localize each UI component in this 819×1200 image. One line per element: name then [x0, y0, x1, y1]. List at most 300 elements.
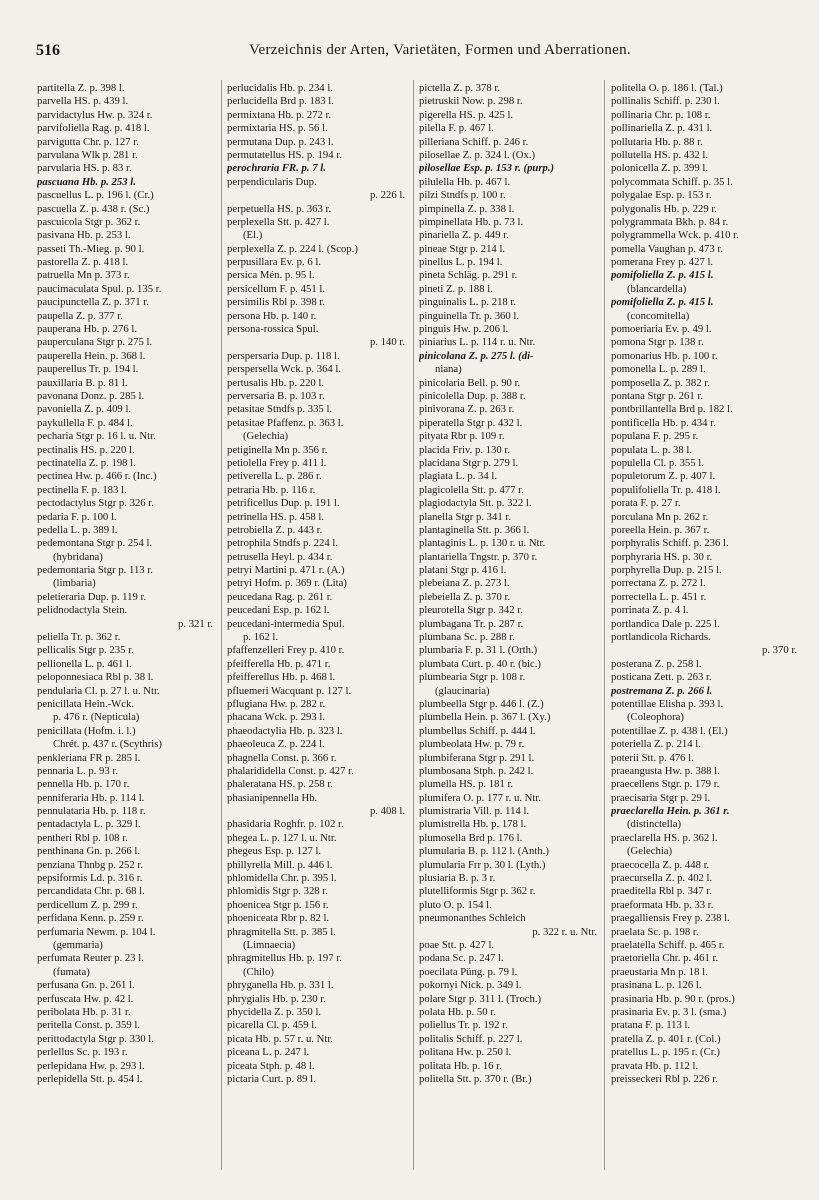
index-entry: pomerana Frey p. 427 l. — [611, 256, 714, 269]
index-entry: persimilis Rbl p. 398 r. — [227, 296, 325, 309]
index-entry: pfeifferellus Hb. p. 468 l. — [227, 671, 336, 684]
index-entry: pilleriana Schiff. p. 246 r. — [419, 135, 529, 148]
index-entry: petasitae Stndfs p. 335 l. — [227, 403, 333, 416]
index-entry: populella Cl. p. 355 l. — [611, 456, 704, 469]
index-entry: phegeus Esp. p. 127 l. — [227, 845, 322, 858]
index-entry: pilosellae Z. p. 324 l. (Ox.) — [419, 148, 536, 161]
index-entry: persica Mén. p. 95 l. — [227, 269, 315, 282]
index-entry: poecilata Püng. p. 79 l. — [419, 965, 518, 978]
index-entry: plantaginis L. p. 130 r. u. Ntr. — [419, 537, 546, 550]
index-entry: phegea L. p. 127 l. u. Ntr. — [227, 831, 337, 844]
index-entry: perfuscata Hw. p. 42 l. — [37, 992, 134, 1005]
index-entry: pedemontaria Stgr p. 113 r. — [37, 564, 153, 577]
index-entry: placida Friv. p. 130 r. — [419, 443, 511, 456]
index-entry: pinicolella Dup. p. 388 r. — [419, 389, 526, 402]
index-entry: perpendicularis Dup. — [227, 175, 317, 188]
index-entry: porphyrella Dup. p. 215 l. — [611, 564, 722, 577]
index-entry: phlomidis Stgr p. 328 r. — [227, 885, 328, 898]
index-entry: picata Hb. p. 57 r. u. Ntr. — [227, 1032, 333, 1045]
index-entry: picarella Cl. p. 459 l. — [227, 1019, 317, 1032]
index-entry: p. 408 l. — [369, 805, 405, 818]
index-entry: pertusalis Hb. p. 220 l. — [227, 376, 325, 389]
index-entry: pimpinella Z. p. 338 l. — [419, 202, 515, 215]
index-entry: pollinariella Z. p. 431 l. — [611, 122, 713, 135]
index-entry: plagiodactyla Stt. p. 322 l. — [419, 497, 532, 510]
index-entry: phycidella Z. p. 350 l. — [227, 1005, 322, 1018]
index-entry: pauperella Hein. p. 368 l. — [37, 349, 146, 362]
index-entry: penicillata (Hofm. i. l.) — [37, 724, 136, 737]
index-entry: penziana Thnbg p. 252 r. — [37, 858, 144, 871]
index-entry: potentillae Elisha p. 393 l. — [611, 697, 724, 710]
index-entry: phlomidella Chr. p. 395 l. — [227, 872, 337, 885]
index-entry: phrygialis Hb. p. 230 r. — [227, 992, 326, 1005]
index-entry: plusiaria B. p. 3 r. — [419, 872, 496, 885]
index-entry: pietruskii Now. p. 298 r. — [419, 95, 523, 108]
index-entry: postremana Z. p. 266 l. — [611, 684, 713, 697]
index-entry: praeclarella Hein. p. 361 r. — [611, 805, 730, 818]
column-divider — [413, 80, 414, 1170]
index-entry: pontificella Hb. p. 434 r. — [611, 416, 716, 429]
index-entry: pictaria Curt. p. 89 l. — [227, 1072, 316, 1085]
index-entry: pictella Z. p. 378 r. — [419, 82, 501, 94]
index-entry: praeangusta Hw. p. 388 l. — [611, 764, 720, 777]
index-entry: plumbagana Tr. p. 287 r. — [419, 617, 524, 630]
index-entry: praeformata Hb. p. 33 r. — [611, 898, 714, 911]
index-entry: phaeoleuca Z. p. 224 l. — [227, 738, 325, 751]
index-entry: plumbellus Schiff. p. 444 l. — [419, 724, 536, 737]
index-entry: polare Stgr p. 311 l. (Troch.) — [419, 992, 542, 1005]
index-entry: p. 476 r. (Nepticula) — [53, 711, 140, 724]
index-entry: pontbrillantella Brd p. 182 l. — [611, 403, 733, 416]
index-entry: pomifoliella Z. p. 415 l. — [611, 296, 714, 309]
index-entry: perfidana Kenn. p. 259 r. — [37, 912, 144, 925]
index-entry: phoeniceata Rbr p. 82 l. — [227, 912, 330, 925]
index-entry: piniarius L. p. 114 r. u. Ntr. — [419, 336, 536, 349]
index-entry: Chrét. p. 437 r. (Scythris) — [53, 738, 162, 751]
page-header — [0, 42, 819, 66]
index-entry: perversaria B. p. 103 r. — [227, 389, 325, 402]
index-entry: penthinana Gn. p. 266 l. — [37, 845, 140, 858]
index-entry: plagiata L. p. 34 l. — [419, 470, 498, 483]
index-entry: pentadactyla L. p. 329 l. — [37, 818, 141, 831]
index-entry: pineae Stgr p. 214 l. — [419, 242, 506, 255]
index-entry: peucedana Rag. p. 261 r. — [227, 590, 333, 603]
index-entry: pellionella L. p. 461 l. — [37, 657, 132, 670]
index-entry: perochraria FR. p. 7 l. — [227, 162, 326, 175]
index-entry: pomoeriaria Ev. p. 49 l. — [611, 323, 712, 336]
index-entry: pratella Z. p. 401 r. (Col.) — [611, 1032, 721, 1045]
index-entry: plumbaria F. p. 31 l. (Orth.) — [419, 644, 538, 657]
index-entry: pigerella HS. p. 425 l. — [419, 108, 514, 121]
index-entry: prasinana L. p. 126 l. — [611, 979, 702, 992]
index-entry: poteriella Z. p. 214 l. — [611, 738, 701, 751]
index-entry: pluto O. p. 154 l. — [419, 898, 492, 911]
index-entry: politella Stt. p. 370 r. (Br.) — [419, 1072, 532, 1085]
index-entry: permixtana Hb. p. 272 r. — [227, 108, 332, 121]
index-entry: poterii Stt. p. 476 l. — [611, 751, 694, 764]
index-entry: pravata Hb. p. 112 l. — [611, 1059, 699, 1072]
index-entry: perlepidella Stt. p. 454 l. — [37, 1072, 143, 1085]
index-entry: permutana Dup. p. 243 l. — [227, 135, 334, 148]
index-entry: plumularia Frr p. 30 l. (Lyth.) — [419, 858, 546, 871]
index-entry: polata Hb. p. 50 r. — [419, 1005, 496, 1018]
index-entry: poliellus Tr. p. 192 r. — [419, 1019, 508, 1032]
index-entry: parvulana Wlk p. 281 r. — [37, 148, 138, 161]
index-entry: perspersella Wck. p. 364 l. — [227, 363, 342, 376]
index-entry: praeclarella HS. p. 362 l. — [611, 831, 718, 844]
index-entry: praelata Sc. p. 198 r. — [611, 925, 699, 938]
index-column-1 — [37, 82, 217, 1086]
index-entry: petiverella L. p. 286 r. — [227, 470, 322, 483]
index-entry: poreella Hein. p. 367 r. — [611, 523, 710, 536]
index-entry: plumistrella Hb. p. 178 l. — [419, 818, 527, 831]
index-entry: plantariella Tngstr. p. 370 r. — [419, 550, 538, 563]
index-entry: porrectella L. p. 451 r. — [611, 590, 707, 603]
index-column-3 — [419, 82, 601, 1086]
index-entry: (Limnaecia) — [243, 939, 296, 951]
index-entry: portlandicola Richards. — [611, 631, 711, 644]
index-entry: pellicalis Stgr p. 235 r. — [37, 644, 134, 657]
index-entry: praecisaria Stgr p. 29 l. — [611, 791, 711, 804]
index-entry: posterana Z. p. 258 l. — [611, 657, 702, 670]
index-entry: plumbella Hein. p. 367 l. (Xy.) — [419, 711, 551, 724]
index-entry: pilulella Hb. p. 467 l. — [419, 175, 511, 188]
index-entry: praelatella Schiff. p. 465 r. — [611, 939, 725, 951]
index-entry: plumbearia Stgr p. 108 r. — [419, 671, 526, 684]
index-entry: (Gelechia) — [243, 430, 289, 443]
index-entry: pennaria L. p. 93 r. — [37, 764, 119, 777]
index-entry: plumbeolata Hw. p. 79 r. — [419, 738, 525, 751]
index-entry: peucedani Esp. p. 162 l. — [227, 604, 330, 617]
index-entry: pokornyi Nick. p. 349 l. — [419, 979, 522, 992]
index-entry: plebeiana Z. p. 273 l. — [419, 577, 510, 590]
index-entry: perplexella Z. p. 224 l. (Scop.) — [227, 242, 358, 255]
index-entry: pelidnodactyla Stein. — [37, 604, 128, 617]
index-entry: plebeiella Z. p. 370 r. — [419, 590, 511, 603]
index-entry: (Gelechia) — [627, 845, 673, 858]
index-entry: porculana Mn p. 262 r. — [611, 510, 709, 523]
index-entry: pinicolaria Bell. p. 90 r. — [419, 376, 521, 389]
index-entry: politana Hw. p. 250 l. — [419, 1046, 512, 1059]
index-entry: praeditella Rbl p. 347 r. — [611, 885, 712, 898]
index-entry: piceata Stph. p. 48 l. — [227, 1059, 315, 1072]
index-entry: pineti Z. p. 188 l. — [419, 282, 493, 295]
index-entry: praegalliensis Frey p. 238 l. — [611, 912, 730, 925]
index-entry: pfaffenzelleri Frey p. 410 r. — [227, 644, 345, 657]
index-entry: plumbosana Stph. p. 242 l. — [419, 764, 534, 777]
index-entry: pilosellae Esp. p. 153 r. (purp.) — [419, 162, 555, 175]
index-entry: praeustaria Mn p. 18 l. — [611, 965, 708, 978]
index-entry: phryganella Hb. p. 331 l. — [227, 979, 334, 992]
index-entry: pennulataria Hb. p. 118 r. — [37, 805, 146, 818]
index-entry: pascuicola Stgr p. 362 r. — [37, 215, 141, 228]
index-entry: perfumata Reuter p. 23 l. — [37, 952, 144, 965]
index-entry: permutatellus HS. p. 194 r. — [227, 148, 342, 161]
index-entry: piceana L. p. 247 l. — [227, 1046, 310, 1059]
index-entry: pilzi Stndfs p. 100 r. — [419, 189, 506, 202]
index-entry: pinicolana Z. p. 275 l. (di- — [419, 349, 534, 362]
index-entry: pectodactylus Stgr p. 326 r. — [37, 497, 154, 510]
index-entry: pennella Hb. p. 170 r. — [37, 778, 130, 791]
index-entry: plumbata Curt. p. 40 r. (bic.) — [419, 657, 541, 670]
index-entry: parvifoliella Rag. p. 418 l. — [37, 122, 150, 135]
index-entry: phragmitellus Hb. p. 197 r. — [227, 952, 342, 965]
index-entry: (Coleophora) — [627, 711, 684, 724]
index-entry: (concomitella) — [627, 309, 690, 322]
index-entry: polygalae Esp. p. 153 r. — [611, 189, 712, 202]
index-entry: pascuellus L. p. 196 l. (Cr.) — [37, 189, 154, 202]
index-entry: (blancardella) — [627, 282, 687, 295]
index-entry: pavoniella Z. p. 409 l. — [37, 403, 132, 416]
index-entry: plumbiferana Stgr p. 291 l. — [419, 751, 535, 764]
index-entry: pratellus L. p. 195 r. (Cr.) — [611, 1046, 720, 1059]
index-entry: niana) — [435, 363, 462, 376]
index-entry: platani Stgr p. 416 l. — [419, 564, 507, 577]
index-entry: pedaria F. p. 100 l. — [37, 510, 117, 523]
index-entry: pinguinella Tr. p. 360 l. — [419, 309, 520, 322]
index-entry: plumella HS. p. 181 r. — [419, 778, 514, 791]
index-entry: pectinatella Z. p. 198 l. — [37, 456, 136, 469]
index-entry: petraria Hb. p. 116 r. — [227, 483, 316, 496]
index-entry: placidana Stgr p. 279 l. — [419, 456, 519, 469]
index-entry: petiolella Frey p. 411 l. — [227, 456, 327, 469]
index-entry: prasinaria Ev. p. 3 l. (sma.) — [611, 1005, 727, 1018]
index-entry: penniferaria Hb. p. 114 l. — [37, 791, 145, 804]
index-entry: pepsiformis Ld. p. 316 r. — [37, 872, 143, 885]
index-entry: paykullella F. p. 484 l. — [37, 416, 133, 429]
index-entry: pinariella Z. p. 449 r. — [419, 229, 509, 242]
index-entry: polygonalis Hb. p. 229 r. — [611, 202, 717, 215]
index-entry: phaeodactylia Hb. p. 323 l. — [227, 724, 343, 737]
index-entry: permixtaria HS. p. 56 l. — [227, 122, 328, 135]
index-entry: plutelliformis Stgr p. 362 r. — [419, 885, 536, 898]
running-title: Verzeichnis der Arten, Varietäten, Formen und Aberrationen. — [249, 42, 631, 58]
column-divider — [221, 80, 222, 1170]
index-entry: peucedani-intermedia Spul. — [227, 617, 345, 630]
index-entry: peliella Tr. p. 362 r. — [37, 631, 121, 644]
index-entry: persicellum F. p. 451 l. — [227, 282, 325, 295]
index-entry: pomella Vaughan p. 473 r. — [611, 242, 724, 255]
index-entry: parvularia HS. p. 83 r. — [37, 162, 132, 175]
index-entry: pollinaria Chr. p. 108 r. — [611, 108, 711, 121]
index-entry: parvigutta Chr. p. 127 r. — [37, 135, 139, 148]
index-entry: pomonella L. p. 289 l. — [611, 363, 706, 376]
index-entry: pavonana Donz. p. 285 l. — [37, 389, 145, 402]
index-entry: pasivana Hb. p. 253 l. — [37, 229, 131, 242]
index-entry: passeti Th.-Mieg. p. 90 l. — [37, 242, 145, 255]
index-entry: praetoriella Chr. p. 461 r. — [611, 952, 719, 965]
index-entry: (hybridana) — [53, 550, 103, 563]
index-entry: persona Hb. p. 140 r. — [227, 309, 317, 322]
index-entry: porphyraria HS. p. 30 r. — [611, 550, 713, 563]
index-entry: petasitae Pfaffenz. p. 363 l. — [227, 416, 344, 429]
index-entry: perlepidana Hw. p. 293 l. — [37, 1059, 145, 1072]
index-entry: (El.) — [243, 229, 263, 242]
index-entry: piperatella Stgr p. 432 l. — [419, 416, 523, 429]
index-entry: pinellus L. p. 194 l. — [419, 256, 503, 269]
index-entry: politalis Schiff. p. 227 l. — [419, 1032, 523, 1045]
index-entry: plumbana Sc. p. 288 r. — [419, 631, 515, 644]
index-entry: petrophila Stndfs p. 224 l. — [227, 537, 339, 550]
index-entry: plantaginella Stt. p. 366 l. — [419, 523, 530, 536]
index-entry: pauperana Hb. p. 276 l. — [37, 323, 138, 336]
index-entry: perfumaria Newm. p. 104 l. — [37, 925, 156, 938]
index-entry: petrobiella Z. p. 443 r. — [227, 523, 323, 536]
index-entry: praecellens Stgr. p. 179 r. — [611, 778, 720, 791]
index-entry: pomposella Z. p. 382 r. — [611, 376, 710, 389]
index-entry: pecharia Stgr p. 16 l. u. Ntr. — [37, 430, 156, 443]
index-entry: phaleratana HS. p. 258 r. — [227, 778, 333, 791]
index-entry: petrinella HS. p. 458 l. — [227, 510, 325, 523]
index-entry: praecocella Z. p. 448 r. — [611, 858, 710, 871]
index-column-4 — [611, 82, 801, 1086]
index-entry: p. 140 r. — [369, 336, 405, 349]
index-entry: pentheri Rbl p. 108 r. — [37, 831, 128, 844]
index-entry: perittodactyla Stgr p. 330 l. — [37, 1032, 154, 1045]
index-entry: phagnella Const. p. 366 r. — [227, 751, 337, 764]
index-entry: petryi Hofm. p. 369 r. (Lita) — [227, 577, 347, 590]
index-entry: porrinata Z. p. 4 l. — [611, 604, 689, 617]
index-entry: pinguinalis L. p. 218 r. — [419, 296, 517, 309]
index-entry: perfusana Gn. p. 261 l. — [37, 979, 135, 992]
index-entry: pollutaria Hb. p. 88 r. — [611, 135, 703, 148]
index-entry: peloponnesiaca Rbl p. 38 l. — [37, 671, 154, 684]
index-entry: paucipunctella Z. p. 371 r. — [37, 296, 149, 309]
index-entry: pastorella Z. p. 418 l. — [37, 256, 129, 269]
index-entry: petrificellus Dup. p. 191 l. — [227, 497, 340, 510]
index-entry: pineta Schläg. p. 291 r. — [419, 269, 518, 282]
index-entry: pedella L. p. 389 l. — [37, 523, 118, 536]
index-entry: perplexella Stt. p. 427 l. — [227, 215, 330, 228]
index-entry: pectinea Hw. p. 466 r. (Inc.) — [37, 470, 157, 483]
index-entry: pendularia Cl. p. 27 l. u. Ntr. — [37, 684, 160, 697]
index-entry: p. 162 l. — [243, 631, 279, 644]
index-entry: p. 370 r. — [761, 644, 797, 657]
index-entry: (gemmaria) — [53, 939, 103, 951]
index-entry: penkleriana FR p. 285 l. — [37, 751, 141, 764]
index-entry: (Chilo) — [243, 965, 274, 978]
index-entry: paupella Z. p. 377 r. — [37, 309, 123, 322]
index-entry: pinivorana Z. p. 263 r. — [419, 403, 515, 416]
index-entry: perlucidella Brd p. 183 l. — [227, 95, 334, 108]
index-entry: praecursella Z. p. 402 l. — [611, 872, 713, 885]
index-entry: plumifera O. p. 177 r. u. Ntr. — [419, 791, 541, 804]
index-entry: (fumata) — [53, 965, 90, 978]
index-entry: pascuana Hb. p. 253 l. — [37, 175, 136, 188]
index-entry: penicillata Hein.-Wck. — [37, 697, 135, 710]
index-entry: pimpinellata Hb. p. 73 l. — [419, 215, 524, 228]
index-entry: pfluemeri Wacquant p. 127 l. — [227, 684, 352, 697]
index-entry: phalarididella Const. p. 427 r. — [227, 764, 354, 777]
page-number: 516 — [36, 42, 60, 59]
index-entry: populana F. p. 295 r. — [611, 430, 699, 443]
index-entry: phacana Wck. p. 293 l. — [227, 711, 326, 724]
index-entry: plumistraria Vill. p. 114 l. — [419, 805, 530, 818]
index-entry: pratana F. p. 113 l. — [611, 1019, 691, 1032]
index-entry: p. 321 r. — [177, 617, 213, 630]
index-entry: poae Stt. p. 427 l. — [419, 939, 495, 951]
index-entry: phasianipennella Hb. — [227, 791, 318, 804]
index-entry: polygrammella Wck. p. 410 r. — [611, 229, 739, 242]
index-entry: porphyralis Schiff. p. 236 l. — [611, 537, 729, 550]
index-entry: phoenicea Stgr p. 156 r. — [227, 898, 329, 911]
index-column-2 — [227, 82, 409, 1086]
index-entry: plumularia B. p. 112 l. (Anth.) — [419, 845, 549, 858]
index-entry: politella O. p. 186 l. (Tal.) — [611, 82, 723, 94]
index-entry: petryi Martini p. 471 r. (A.) — [227, 564, 345, 577]
index-entry: pilella F. p. 467 l. — [419, 122, 494, 135]
index-entry: populifoliella Tr. p. 418 l. — [611, 483, 721, 496]
index-entry: porrectana Z. p. 272 l. — [611, 577, 706, 590]
index-entry: potentillae Z. p. 438 l. (El.) — [611, 724, 728, 737]
index-entry: parvella HS. p. 439 l. — [37, 95, 129, 108]
index-entry: prasinaria Hb. p. 90 r. (pros.) — [611, 992, 735, 1005]
index-entry: peritella Const. p. 359 l. — [37, 1019, 141, 1032]
index-entry: pomifoliella Z. p. 415 l. — [611, 269, 714, 282]
index-entry: perspersaria Dup. p. 118 l. — [227, 349, 340, 362]
index-entry: perdicellum Z. p. 299 r. — [37, 898, 138, 911]
index-entry: patruella Mn p. 373 r. — [37, 269, 130, 282]
index-entry: pontana Stgr p. 261 r. — [611, 389, 704, 402]
index-entry: perlucidalis Hb. p. 234 l. — [227, 82, 333, 94]
index-entry: partitella Z. p. 398 l. — [37, 82, 125, 94]
index-entry: pomonarius Hb. p. 100 r. — [611, 349, 718, 362]
index-entry: pollutella HS. p. 432 l. — [611, 148, 709, 161]
index-entry: pinguis Hw. p. 206 l. — [419, 323, 509, 336]
index-entry: phillyrella Mill. p. 446 l. — [227, 858, 333, 871]
index-entry: pneumonanthes Schleich — [419, 912, 526, 925]
index-entry: populetorum Z. p. 407 l. — [611, 470, 716, 483]
index-entry: perpusillara Ev. p. 6 l. — [227, 256, 321, 269]
index-entry: pauperculana Stgr p. 275 l. — [37, 336, 153, 349]
index-entry: plumbeella Stgr p. 446 l. (Z.) — [419, 697, 544, 710]
index-entry: (distinctella) — [627, 818, 682, 831]
index-entry: pflugiana Hw. p. 282 r. — [227, 697, 326, 710]
index-entry: polycommata Schiff. p. 35 l. — [611, 175, 733, 188]
index-entry: polygrammata Bkh. p. 84 r. — [611, 215, 729, 228]
index-entry: parvidactylus Hw. p. 324 r. — [37, 108, 153, 121]
index-entry: pollinalis Schiff. p. 230 l. — [611, 95, 720, 108]
index-entry: pectinalis HS. p. 220 l. — [37, 443, 135, 456]
index-entry: perpetuella HS. p. 363 r. — [227, 202, 332, 215]
index-entry: pectinella F. p. 183 l. — [37, 483, 127, 496]
index-entry: petrusella Heyl. p. 434 r. — [227, 550, 333, 563]
index-entry: populata L. p. 38 l. — [611, 443, 693, 456]
index-entry: planella Stgr p. 341 r. — [419, 510, 512, 523]
index-entry: paucimaculata Spul. p. 135 r. — [37, 282, 162, 295]
index-entry: portlandica Dale p. 225 l. — [611, 617, 720, 630]
index-entry: politata Hb. p. 16 r. — [419, 1059, 502, 1072]
index-entry: (glaucinaria) — [435, 684, 490, 697]
index-entry: p. 226 l. — [369, 189, 405, 202]
index-entry: plagicolella Stt. p. 477 r. — [419, 483, 524, 496]
index-entry: percandidata Chr. p. 68 l. — [37, 885, 145, 898]
index-entry: phasidaria Roghfr. p. 102 r. — [227, 818, 344, 831]
index-entry: peletieraria Dup. p. 119 r. — [37, 590, 147, 603]
index-entry: porata F. p. 27 r. — [611, 497, 681, 510]
index-entry: perlellus Sc. p. 193 r. — [37, 1046, 128, 1059]
index-entry: pomona Stgr p. 138 r. — [611, 336, 704, 349]
index-entry: polonicella Z. p. 399 l. — [611, 162, 709, 175]
index-entry: phragmitella Stt. p. 385 l. — [227, 925, 336, 938]
index-entry: plumosella Brd p. 176 l. — [419, 831, 523, 844]
index-entry: p. 322 r. u. Ntr. — [532, 925, 597, 938]
index-entry: petiginella Mn p. 356 r. — [227, 443, 328, 456]
index-entry: pityata Rbr p. 109 r. — [419, 430, 505, 443]
index-entry: pauxillaria B. p. 81 l. — [37, 376, 128, 389]
index-entry: podana Sc. p. 247 l. — [419, 952, 504, 965]
index-entry: posticana Zett. p. 263 r. — [611, 671, 712, 684]
